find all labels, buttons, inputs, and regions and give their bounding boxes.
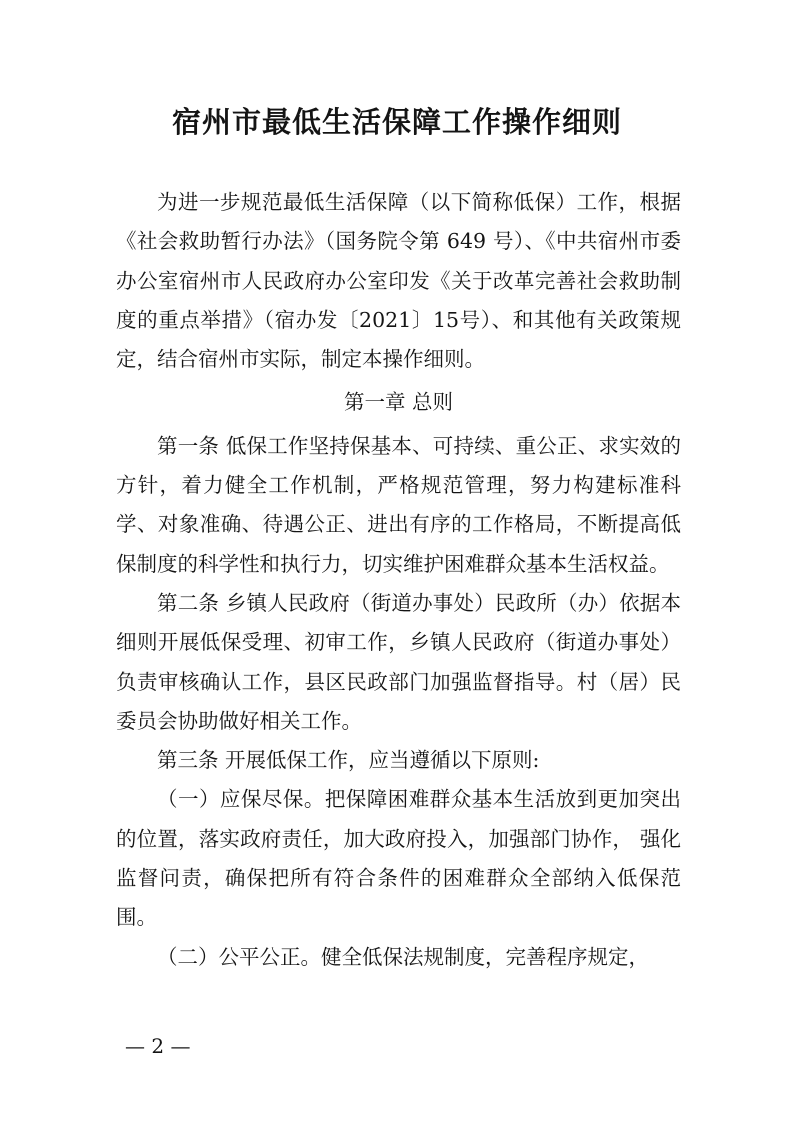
preamble-paragraph: 为进一步规范最低生活保障（以下简称低保）工作，根据《社会救助暂行办法》（国务院令第 649 号）、《中共宿州市委办公室宿州市人民政府办公室印发《关于改革完善社会救助制度的重点举措》（宿办发〔2021〕15号）、和其他有关政策规定，结合宿州市实际，制定本操作细则。 — [116, 190, 681, 372]
article-3-paragraph: 第三条 开展低保工作，应当遵循以下原则: — [157, 748, 540, 773]
page-number: — 2 — — [125, 1034, 191, 1058]
article-2-paragraph: 第二条 乡镇人民政府（街道办事处）民政所（办）依据本细则开展低保受理、初审工作，乡镇人民政府（街道办事处）负责审核确认工作，县区民政部门加强监督指导。村（居）民委员会协助做好相关工作。 — [116, 590, 681, 733]
article-1-paragraph: 第一条 低保工作坚持保基本、可持续、重公正、求实效的方针，着力健全工作机制，严格规范管理，努力构建标准科学、对象准确、待遇公正、进出有序的工作格局，不断提高低保制度的科学性和执行力，切实维护困难群众基本生活权益。 — [116, 433, 681, 576]
document-body — [116, 183, 681, 977]
principle-2-paragraph: （二）公平公正。健全低保法规制度，完善程序规定， — [157, 944, 649, 969]
document-title: 宿州市最低生活保障工作操作细则 — [171, 105, 622, 139]
principle-1-paragraph: （一）应保尽保。把保障困难群众基本生活放到更加突出的位置，落实政府责任，加大政府投入，加强部门协作， 强化监督问责，确保把所有符合条件的困难群众全部纳入低保范围。 — [116, 787, 681, 930]
chapter-heading: 第一章 总则 — [343, 390, 454, 415]
